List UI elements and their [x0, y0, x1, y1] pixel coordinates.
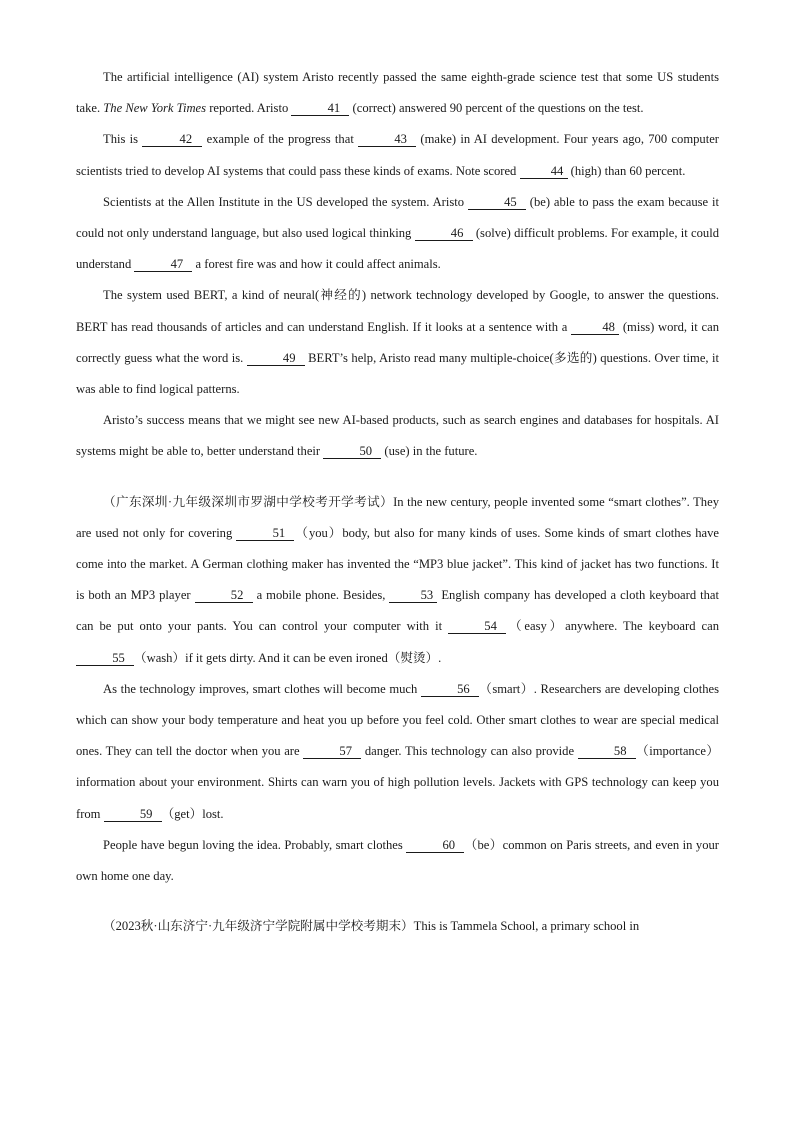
text: reported. Aristo [206, 101, 292, 116]
text: Aristo’s success means that we might see new AI-based products, such as search engines and databases for hospitals. AI systems might be able to, better understand their [76, 413, 719, 459]
document-page [76, 62, 719, 942]
blank-41[interactable]: 41 [291, 101, 349, 116]
passage1-paragraph-3 [76, 187, 719, 281]
blank-48[interactable]: 48 [571, 320, 619, 335]
blank-49[interactable]: 49 [247, 351, 305, 366]
text: This is [103, 132, 143, 147]
text: （easy）anywhere. The keyboard can [506, 619, 720, 634]
text: （get）lost. [161, 806, 224, 821]
text: The system used BERT, a kind of neural(神经的) network technology developed by Google, to answer the questions. BERT has read thousands of articles and can understand English. If it looks at a sentence with a [76, 288, 719, 334]
text: a mobile phone. Besides, [252, 588, 390, 603]
blank-44[interactable]: 44 [520, 164, 568, 179]
text: (make) in AI development. Four years ago, 700 computer scientists tried to develop AI systems that could pass these kinds of exams. Note scored [76, 132, 719, 178]
passage2-paragraph-1 [76, 487, 719, 674]
text: （you）body, but also for many kinds of uses. Some kinds of smart clothes have come into the market. A German clothing maker has invented the “MP3 blue jacket”. This kind of jacket has two functions. It is both an MP3 player [76, 525, 719, 603]
text: Scientists at the Allen Institute in the US developed the system. Aristo [103, 194, 468, 209]
passage1-paragraph-5 [76, 405, 719, 467]
text: （smart）. Researchers are developing clothes which can show your body temperature and heat you up before you feel cold. Other smart clothes to wear are special medical ones. They can tell the doctor when you are [76, 681, 719, 759]
blank-52[interactable]: 52 [195, 588, 253, 603]
text: （wash）if it gets dirty. And it can be even ironed（熨烫）. [134, 650, 442, 665]
passage-separator [76, 468, 719, 487]
text: (solve) difficult problems. For example, it could understand [76, 226, 719, 272]
passage1-paragraph-2 [76, 124, 719, 186]
blank-53[interactable]: 53 [389, 588, 437, 603]
text: （importance）information about your environment. Shirts can warn you of high pollution levels. Jackets with GPS technology can keep you from [76, 744, 719, 821]
blank-50[interactable]: 50 [323, 444, 381, 459]
text: (be) able to pass the exam because it could not only understand language, but also used logical thinking [76, 194, 719, 241]
text: example of the progress that [202, 132, 359, 147]
text: People have begun loving the idea. Probably, smart clothes [103, 837, 407, 852]
blank-57[interactable]: 57 [303, 744, 361, 759]
text: (miss) word, it can correctly guess what the word is. [76, 319, 719, 365]
blank-45[interactable]: 45 [468, 195, 526, 210]
text: The artificial intelligence (AI) system Aristo recently passed the same eighth-grade science test that some US students take. [76, 70, 719, 116]
text: （be）common on Paris streets, and even in your own home one day. [76, 837, 719, 884]
text: (use) in the future. [381, 444, 478, 459]
blank-47[interactable]: 47 [134, 257, 192, 272]
blank-59[interactable]: 59 [104, 807, 162, 822]
passage2-paragraph-2 [76, 674, 719, 830]
text: a forest fire was and how it could affect animals. [192, 257, 441, 272]
passage2-paragraph-3 [76, 830, 719, 892]
text: (correct) answered 90 percent of the questions on the test. [349, 101, 644, 116]
text: As the technology improves, smart clothes will become much [103, 681, 421, 696]
text: (high) than 60 percent. [567, 163, 686, 178]
text: BERT’s help, Aristo read many multiple-choice(多选的) questions. Over time, it was able to find logical patterns. [76, 350, 720, 397]
blank-51[interactable]: 51 [236, 526, 294, 541]
blank-54[interactable]: 54 [448, 619, 506, 634]
text: （广东深圳·九年级深圳市罗湖中学校考开学考试）In the new century, people invented some “smart clothes”. They are used not only for covering [76, 494, 719, 540]
blank-43[interactable]: 43 [358, 132, 416, 147]
newspaper-title: The New York Times [103, 101, 207, 116]
passage1-paragraph-4 [76, 280, 719, 405]
blank-46[interactable]: 46 [415, 226, 473, 241]
passage3-paragraph-1: （2023秋·山东济宁·九年级济宁学院附属中学校考期末）This is Tammela School, a primary school in [103, 919, 640, 934]
blank-42[interactable]: 42 [142, 132, 202, 147]
passage1-paragraph-1 [76, 62, 719, 124]
passage-separator [76, 892, 719, 911]
blank-56[interactable]: 56 [421, 682, 479, 697]
blank-58[interactable]: 58 [578, 744, 636, 759]
text: danger. This technology can also provide [361, 744, 578, 759]
text: English company has developed a cloth keyboard that can be put onto your pants. You can control your computer with it [76, 588, 719, 634]
blank-55[interactable]: 55 [76, 651, 134, 666]
blank-60[interactable]: 60 [406, 838, 464, 853]
